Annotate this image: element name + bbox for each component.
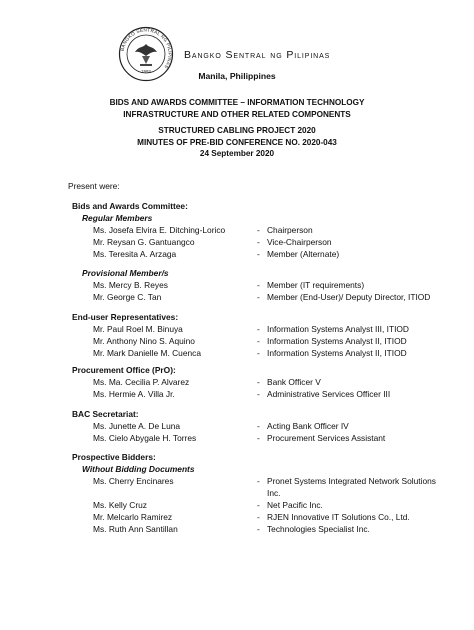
section-heading: Prospective Bidders: — [72, 452, 156, 462]
section-heading: Procurement Office (PrO): — [72, 365, 176, 375]
attendee-row: Ms. Kelly Cruz - Net Pacific Inc. — [93, 500, 323, 510]
attendee-row: Ms. Ma. Cecilia P. Alvarez - Bank Officer V — [93, 377, 321, 387]
project-block — [0, 125, 474, 160]
attendee-row: Mr. Melcarlo Ramirez - RJEN Innovative IT Solutions Co., Ltd. — [93, 512, 410, 522]
present-label: Present were: — [68, 181, 120, 191]
attendee-row: Ms. Josefa Elvira E. Ditching-Lorico - Chairperson — [93, 225, 313, 235]
attendee-row: Ms. Cherry Encinares - Pronet Systems Integrated Network Solutions — [93, 476, 436, 486]
subsection-heading: Without Bidding Documents — [82, 464, 195, 474]
attendee-row: Mr. Mark Danielle M. Cuenca - Information Systems Analyst II, ITIOD — [93, 348, 407, 358]
attendee-row: Ms. Mercy B. Reyes - Member (IT requirements) — [93, 280, 365, 290]
attendee-row: Ms. Junette A. De Luna - Acting Bank Officer IV — [93, 421, 349, 431]
section-heading: End-user Representatives: — [72, 312, 179, 322]
committee-line-2: INFRASTRUCTURE AND OTHER RELATED COMPONENTS — [123, 109, 351, 119]
subsection-heading: Regular Members — [82, 213, 153, 223]
attendee-row: Ms. Hermie A. Villa Jr. - Administrative Services Officer III — [93, 389, 391, 399]
attendee-row: Ms. Cielo Abygale H. Torres - Procurement Services Assistant — [93, 433, 386, 443]
project-title: STRUCTURED CABLING PROJECT 2020 — [158, 126, 316, 135]
attendee-row: Mr. Reysan G. Gantuangco - Vice-Chairperson — [93, 237, 332, 247]
city-line: Manila, Philippines — [198, 71, 276, 81]
attendee-row: Ms. Ruth Ann Santillan - Technologies Specialist Inc. — [93, 524, 370, 534]
attendee-row: Mr. Paul Roel M. Binuya - Information Systems Analyst III, ITIOD — [93, 324, 409, 334]
attendee-row: Ms. Teresita A. Arzaga - Member (Alternate) — [93, 249, 340, 259]
committee-title — [0, 97, 474, 120]
attendee-row: Mr. George C. Tan - Member (End-User)/ Deputy Director, ITIOD — [93, 292, 431, 302]
subsection-heading: Provisional Member/s — [82, 268, 169, 278]
minutes-number: MINUTES OF PRE-BID CONFERENCE NO. 2020-043 — [137, 137, 337, 147]
section-heading: Bids and Awards Committee: — [72, 201, 188, 211]
attendee-row: Mr. Anthony Nino S. Aquino - Information Systems Analyst II, ITIOD — [93, 336, 407, 346]
org-name: Bangko Sentral ng Pilipinas — [184, 49, 331, 61]
svg-text:BANGKO SENTRAL NG PILIPINAS: BANGKO SENTRAL NG PILIPINAS — [119, 27, 173, 70]
attendee-row-continuation: Inc. — [267, 488, 281, 498]
meeting-date: 24 September 2020 — [199, 149, 275, 158]
svg-text:1993: 1993 — [141, 69, 151, 74]
committee-line-1: BIDS AND AWARDS COMMITTEE – INFORMATION TECHNOLOGY — [109, 98, 365, 107]
section-heading: BAC Secretariat: — [72, 409, 139, 419]
